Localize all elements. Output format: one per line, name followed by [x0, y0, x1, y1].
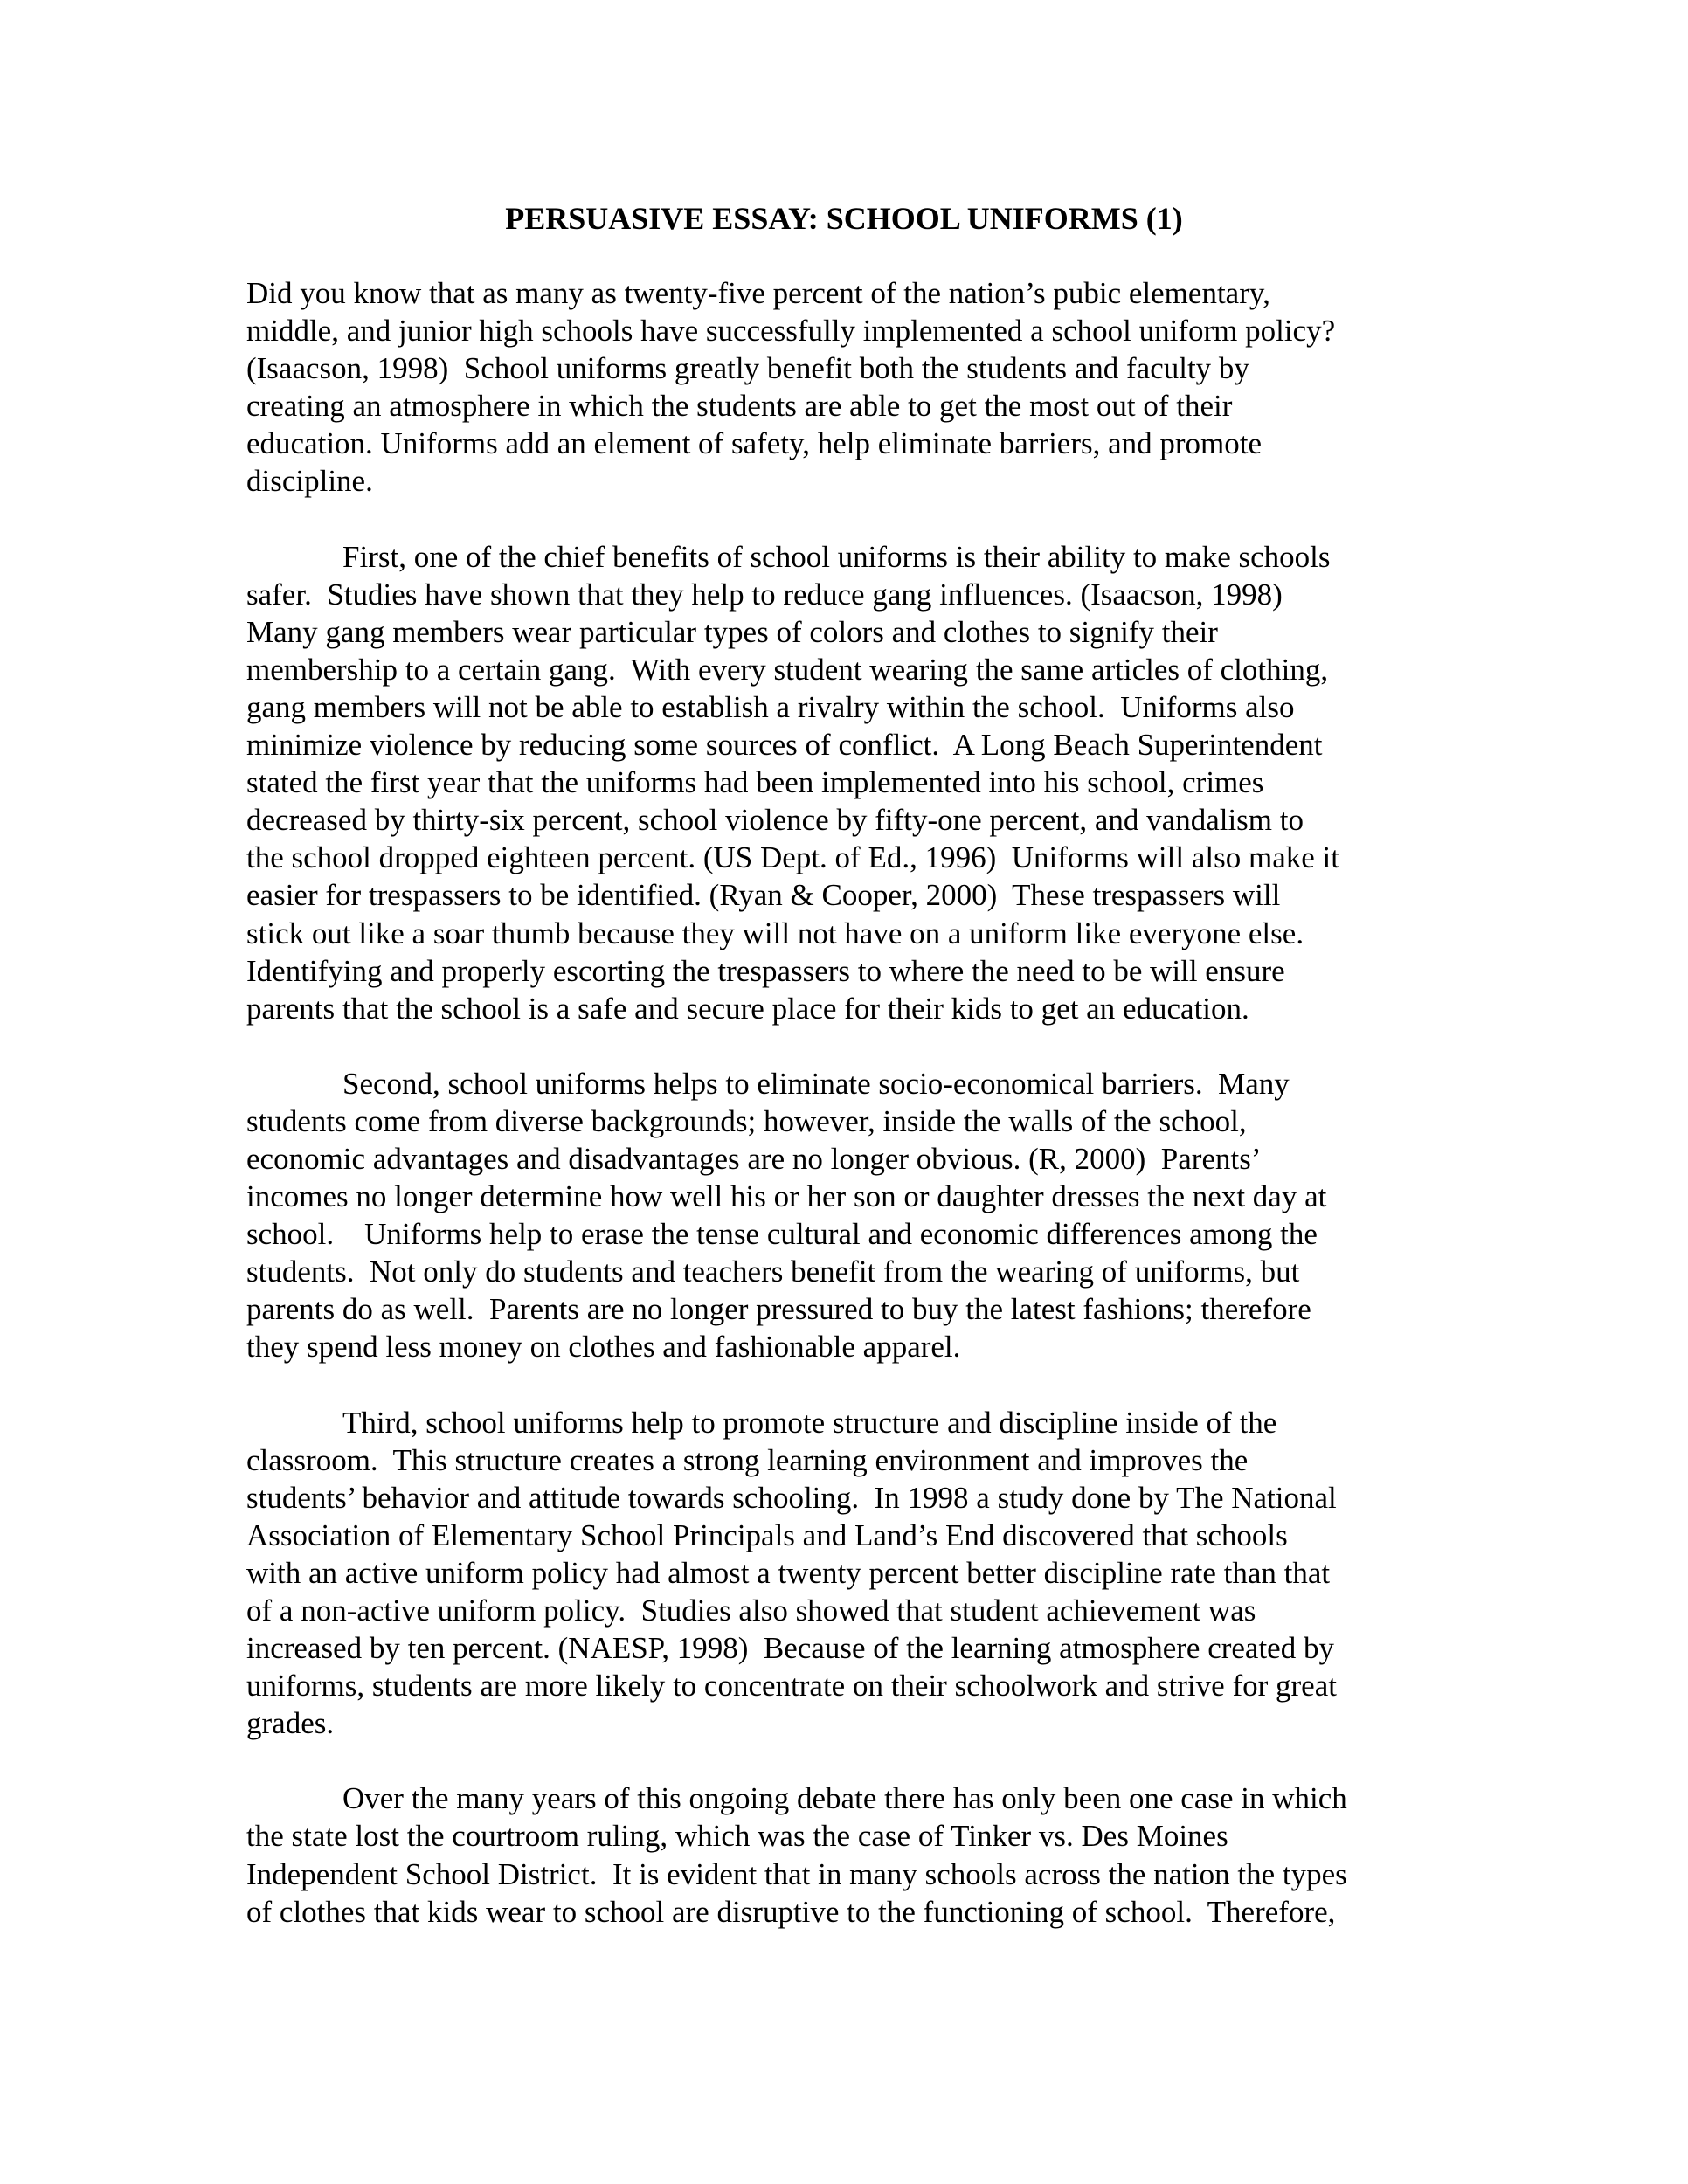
- essay-paragraph: [246, 538, 1470, 1027]
- essay-paragraph: [246, 1780, 1470, 1930]
- essay-title: PERSUASIVE ESSAY: SCHOOL UNIFORMS (1): [505, 201, 1183, 236]
- text-line: students’ behavior and attitude towards schooling. In 1998 a study done by The National: [246, 1480, 1337, 1515]
- text-line: school. Uniforms help to erase the tense cultural and economic differences among the: [246, 1217, 1318, 1252]
- text-line: of clothes that kids wear to school are disruptive to the functioning of school. Therefore,: [246, 1894, 1336, 1929]
- text-line: economic advantages and disadvantages are no longer obvious. (R, 2000) Parents’: [246, 1141, 1262, 1176]
- text-line: the state lost the courtroom ruling, which was the case of Tinker vs. Des Moines: [246, 1819, 1228, 1854]
- text-line: safer. Studies have shown that they help to reduce gang influences. (Isaacson, 1998): [246, 577, 1283, 612]
- essay-paragraph: [246, 274, 1470, 501]
- essay-paragraph: [246, 1065, 1470, 1366]
- essay-body: [246, 274, 1470, 1968]
- text-line: with an active uniform policy had almost a twenty percent better discipline rate than that: [246, 1555, 1331, 1590]
- text-line: minimize violence by reducing some sources of conflict. A Long Beach Superintendent: [246, 728, 1323, 763]
- text-line: easier for trespassers to be identified. (Ryan & Cooper, 2000) These trespassers will: [246, 878, 1281, 913]
- text-line: incomes no longer determine how well his or her son or daughter dresses the next day at: [246, 1179, 1327, 1214]
- text-line: the school dropped eighteen percent. (US Dept. of Ed., 1996) Uniforms will also make it: [246, 840, 1339, 875]
- essay-paragraph: [246, 1404, 1470, 1743]
- text-line: Independent School District. It is evident that in many schools across the nation the types: [246, 1856, 1347, 1891]
- text-line: discipline.: [246, 464, 373, 499]
- text-line: Association of Elementary School Principals and Land’s End discovered that schools: [246, 1517, 1288, 1552]
- text-line: of a non-active uniform policy. Studies also showed that student achievement was: [246, 1593, 1256, 1628]
- text-line: Did you know that as many as twenty-five percent of the nation’s pubic elementary,: [246, 276, 1270, 310]
- text-line: gang members will not be able to establish a rivalry within the school. Uniforms also: [246, 689, 1295, 724]
- text-line: Over the many years of this ongoing debate there has only been one case in which: [342, 1781, 1347, 1816]
- text-line: middle, and junior high schools have successfully implemented a school uniform policy?: [246, 314, 1336, 349]
- text-line: parents do as well. Parents are no longer pressured to buy the latest fashions; therefore: [246, 1292, 1311, 1327]
- text-line: students. Not only do students and teachers benefit from the wearing of uniforms, but: [246, 1254, 1300, 1289]
- text-line: Many gang members wear particular types of colors and clothes to signify their: [246, 614, 1218, 649]
- text-line: education. Uniforms add an element of safety, help eliminate barriers, and promote: [246, 426, 1263, 461]
- text-line: students come from diverse backgrounds; however, inside the walls of the school,: [246, 1103, 1247, 1138]
- text-line: uniforms, students are more likely to concentrate on their schoolwork and strive for great: [246, 1669, 1337, 1704]
- text-line: stated the first year that the uniforms had been implemented into his school, crimes: [246, 765, 1264, 800]
- text-line: (Isaacson, 1998) School uniforms greatly benefit both the students and faculty by: [246, 351, 1249, 386]
- text-line: Second, school uniforms helps to eliminate socio-economical barriers. Many: [342, 1066, 1290, 1101]
- text-line: stick out like a soar thumb because they will not have on a uniform like everyone else.: [246, 916, 1304, 950]
- text-line: they spend less money on clothes and fashionable apparel.: [246, 1330, 961, 1365]
- text-line: parents that the school is a safe and secure place for their kids to get an education.: [246, 991, 1249, 1026]
- text-line: creating an atmosphere in which the students are able to get the most out of their: [246, 389, 1233, 424]
- text-line: Identifying and properly escorting the trespassers to where the need to be will ensure: [246, 953, 1285, 988]
- text-line: decreased by thirty-six percent, school violence by fifty-one percent, and vandalism to: [246, 803, 1304, 838]
- text-line: Third, school uniforms help to promote structure and discipline inside of the: [342, 1405, 1277, 1440]
- text-line: membership to a certain gang. With every student wearing the same articles of clothing,: [246, 652, 1329, 687]
- text-line: First, one of the chief benefits of school uniforms is their ability to make schools: [342, 539, 1331, 574]
- text-line: classroom. This structure creates a strong learning environment and improves the: [246, 1442, 1249, 1477]
- text-line: grades.: [246, 1706, 335, 1741]
- text-line: increased by ten percent. (NAESP, 1998) Because of the learning atmosphere created by: [246, 1631, 1334, 1666]
